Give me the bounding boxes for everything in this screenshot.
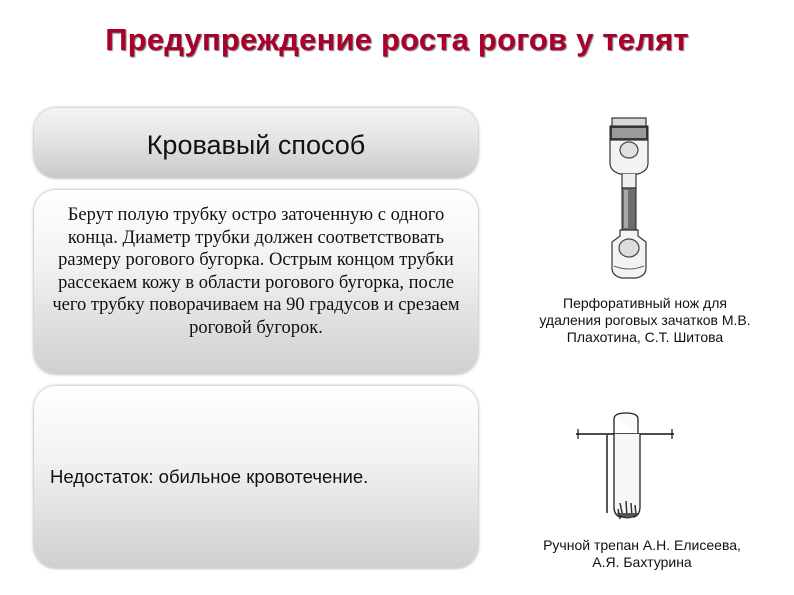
figure-caption-knife bbox=[510, 295, 780, 346]
method-header: Кровавый способ bbox=[146, 130, 366, 160]
method-description: Берут полую трубку остро заточенную с одного конца. Диаметр трубки должен соответствовать размеру рогового бугорка. Острым концом трубки рассекаем кожу в области рогового бугорка, после чего трубку поворачиваем на 90 градусов и срезаем роговой бугорок. bbox=[52, 205, 460, 338]
figure-caption-trephine bbox=[512, 537, 772, 571]
caption-line: А.Я. Бахтурина bbox=[592, 554, 692, 570]
perforating-knife-illustration bbox=[600, 108, 670, 283]
page-title: Предупреждение роста рогов у телят bbox=[105, 22, 689, 57]
caption-line: Плахотина, С.Т. Шитова bbox=[566, 329, 724, 345]
disadvantage-text: Недостаток: обильное кровотечение. bbox=[50, 466, 369, 487]
caption-line: Перфоративный нож для bbox=[563, 295, 727, 311]
method-description-box bbox=[34, 190, 478, 374]
caption-line: Ручной трепан А.Н. Елисеева, bbox=[543, 537, 741, 553]
method-header-box bbox=[34, 108, 478, 178]
disadvantage-box bbox=[34, 386, 478, 568]
caption-line: удаления роговых зачатков М.В. bbox=[539, 312, 751, 328]
hand-trephine-illustration bbox=[570, 405, 680, 535]
